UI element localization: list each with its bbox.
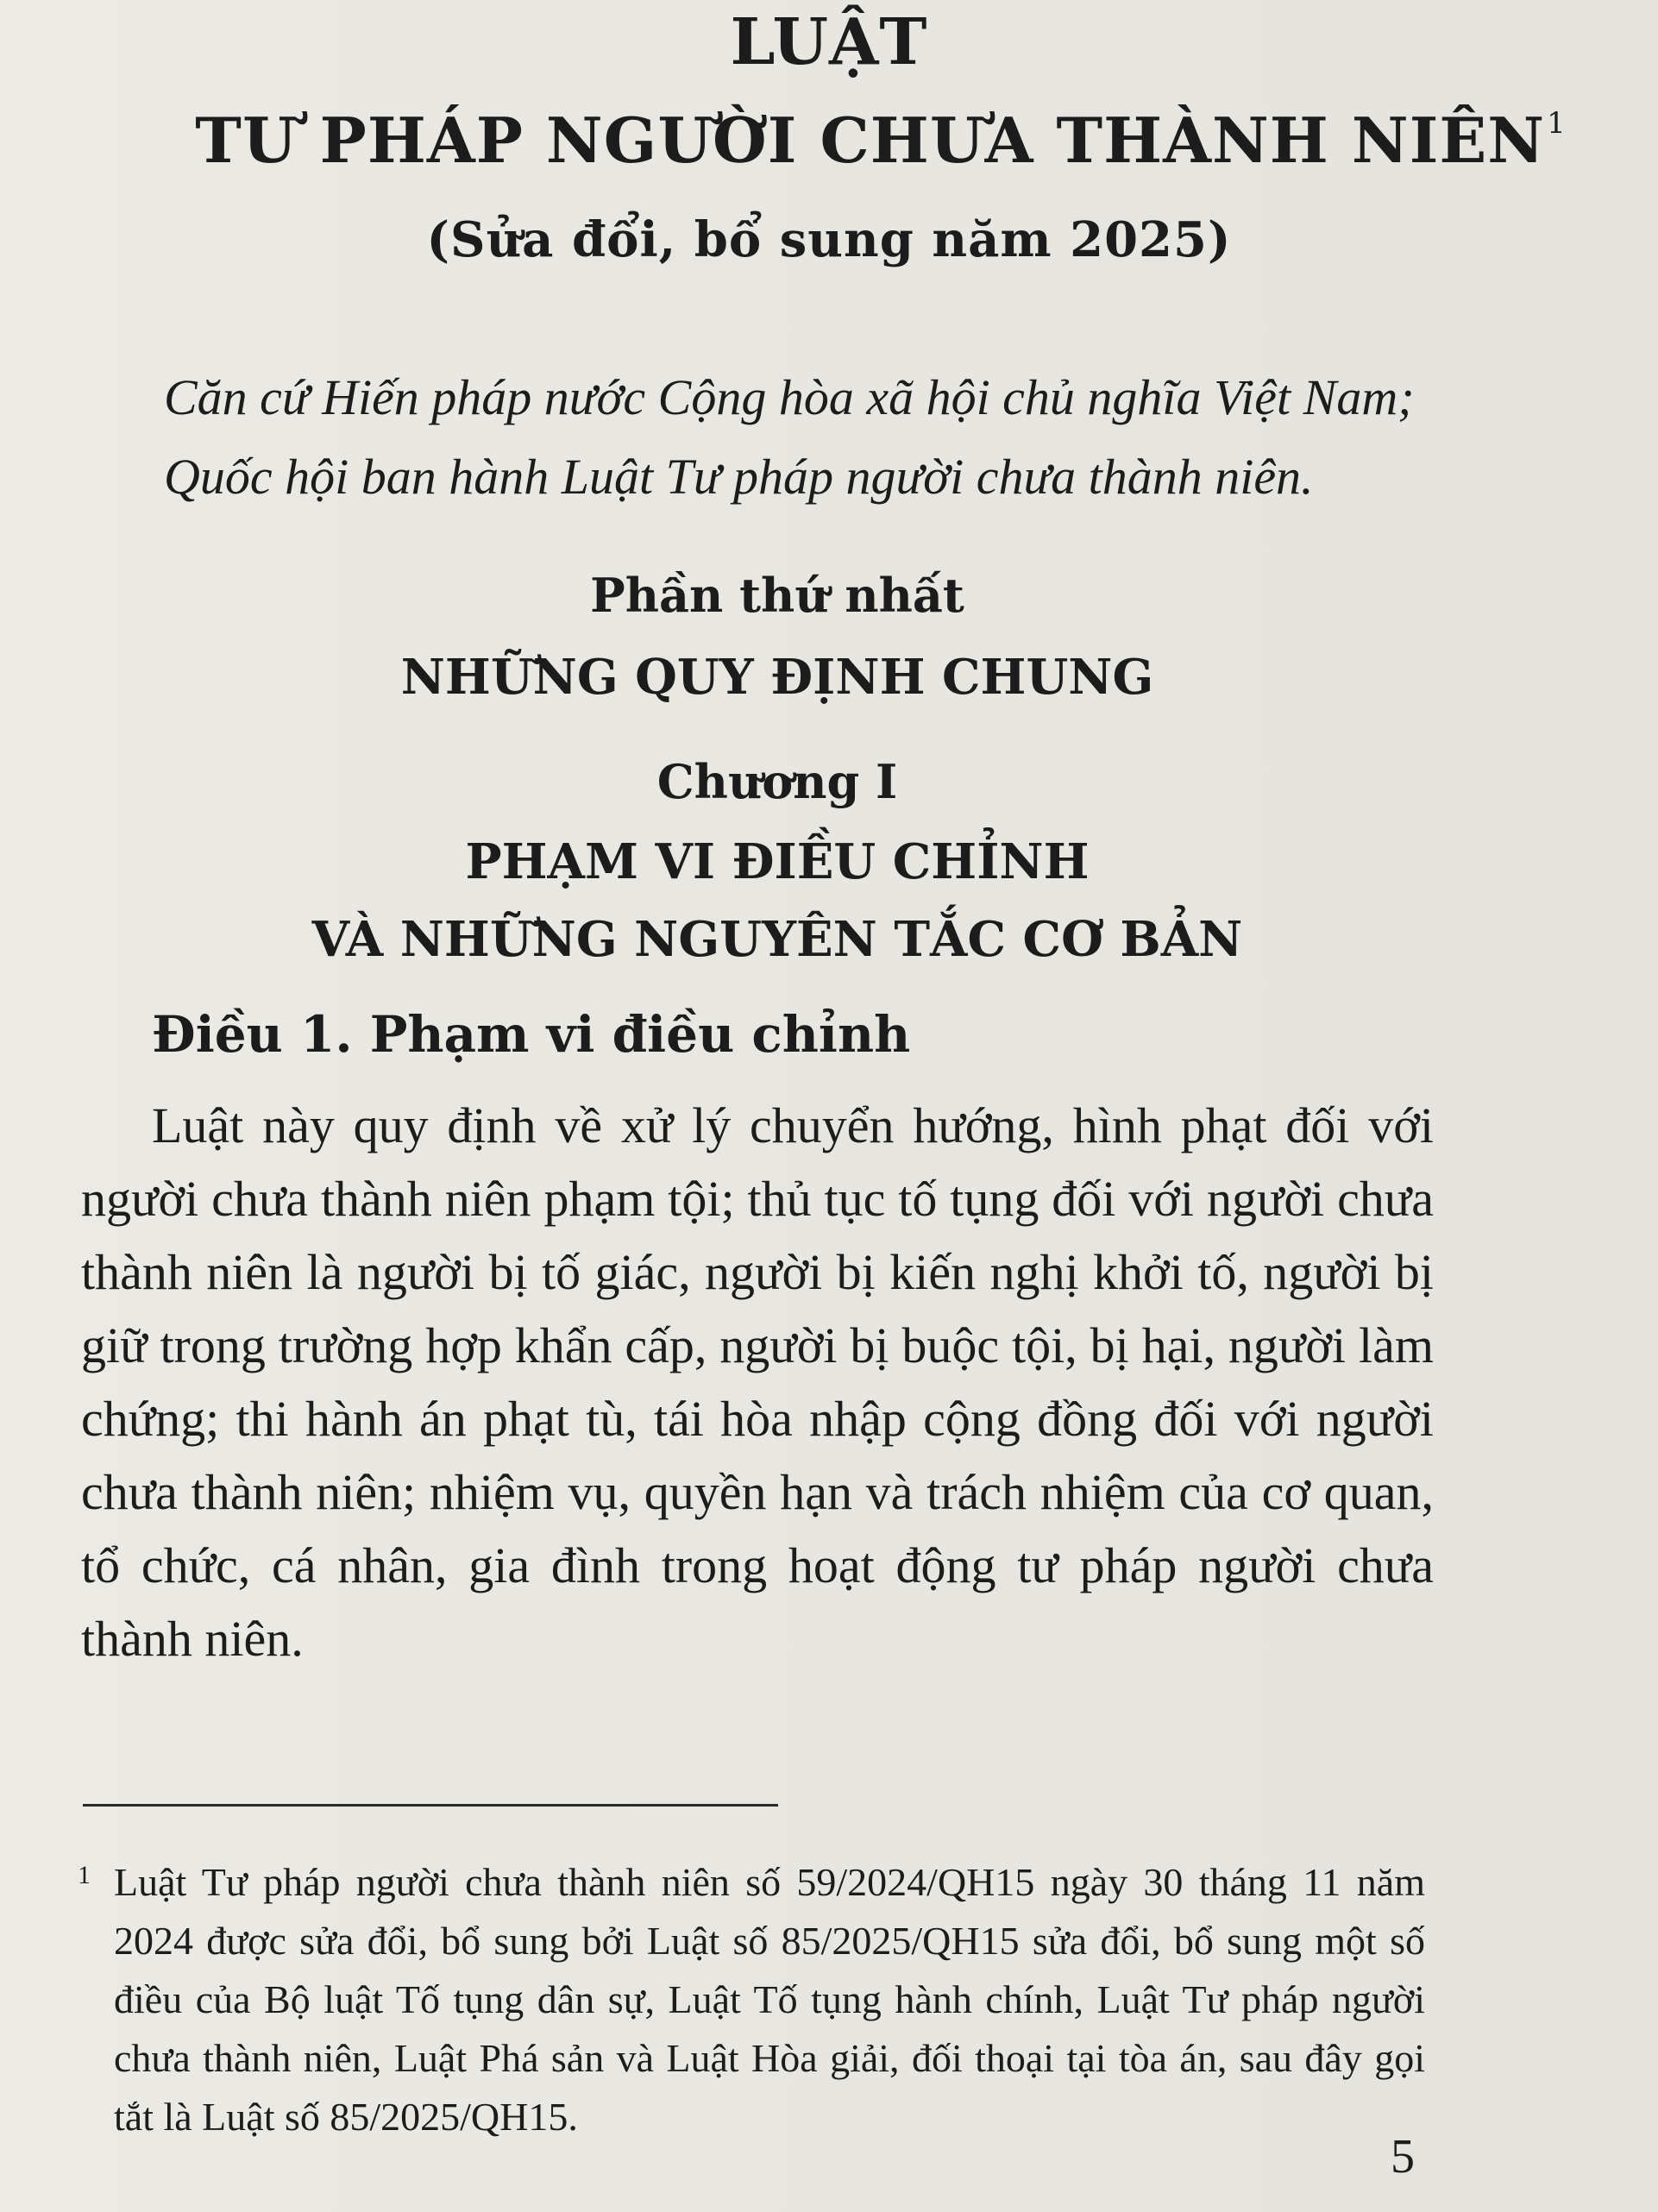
law-title: LUẬT	[730, 5, 928, 79]
chapter-label: Chương I	[656, 754, 898, 809]
footnote-mark: 1	[78, 1861, 91, 1889]
law-name	[52, 104, 1658, 177]
part-label: Phần thứ nhất	[590, 568, 964, 623]
law-name-text: TƯ PHÁP NGƯỜI CHƯA THÀNH NIÊN	[195, 104, 1546, 177]
article-heading: Điều 1. Phạm vi điều chỉnh	[152, 1005, 911, 1064]
footnote	[78, 1853, 1425, 2146]
footnote-reference: 1	[1547, 106, 1567, 141]
page-number: 5	[1391, 2130, 1415, 2184]
part-title: NHỮNG QUY ĐỊNH CHUNG	[400, 649, 1154, 706]
law-subtitle: (Sửa đổi, bổ sung năm 2025)	[426, 211, 1232, 268]
chapter-title-line-2: VÀ NHỮNG NGUYÊN TẮC CƠ BẢN	[311, 911, 1243, 968]
footnote-divider	[83, 1804, 778, 1807]
preamble-line-1: Căn cứ Hiến pháp nước Cộng hòa xã hội chủ nghĩa Việt Nam;	[164, 369, 1415, 425]
preamble-line-2: Quốc hội ban hành Luật Tư pháp người chưa thành niên.	[164, 449, 1314, 505]
chapter-title-line-1: PHẠM VI ĐIỀU CHỈNH	[465, 833, 1090, 890]
article-body: Luật này quy định về xử lý chuyển hướng, hình phạt đối với người chưa thành niên phạm tội; thủ tục tố tụng đối với người chưa thành niên là người bị tố giác, người bị kiến nghị khởi tố, người bị giữ trong trường hợp khẩn cấp, người bị buộc tội, bị hại, người làm chứng; thi hành án phạt tù, tái hòa nhập cộng đồng đối với người chưa thành niên; nhiệm vụ, quyền hạn và trách nhiệm của cơ quan, tổ chức, cá nhân, gia đình trong hoạt động tư pháp người chưa thành niên.	[81, 1097, 1434, 1667]
footnote-text: Luật Tư pháp người chưa thành niên số 59/2024/QH15 ngày 30 tháng 11 năm 2024 được sửa đổi, bổ sung bởi Luật số 85/2025/QH15 sửa đổi, bổ sung một số điều của Bộ luật Tố tụng dân sự, Luật Tố tụng hành chính, Luật Tư pháp người chưa thành niên, Luật Phá sản và Luật Hòa giải, đối thoại tại tòa án, sau đây gọi tắt là Luật số 85/2025/QH15.	[114, 1860, 1425, 2139]
